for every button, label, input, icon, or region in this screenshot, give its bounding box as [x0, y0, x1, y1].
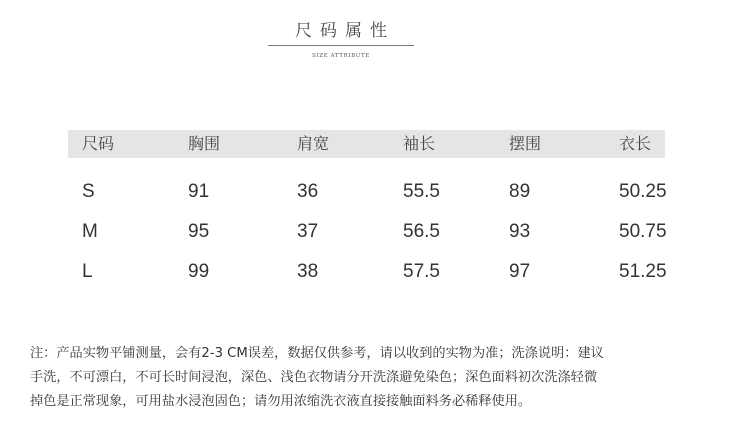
table-row: [68, 172, 665, 212]
header-shoulder: 肩宽: [297, 134, 330, 153]
chest-cell: 91: [188, 181, 210, 202]
note-line: 注：产品实物平铺测量，会有2-3 CM误差，数据仅供参考，请以收到的实物为准；洗涤说明：建议: [30, 346, 604, 361]
shoulder-cell: 36: [297, 181, 319, 202]
shoulder-cell: 37: [297, 221, 319, 242]
table-row: [68, 212, 665, 252]
header-hem: 摆围: [509, 134, 542, 153]
page-subtitle: SIZE ATTRIBUTE: [312, 53, 370, 59]
table-row: [68, 252, 665, 292]
care-note: [30, 342, 720, 414]
sleeve-cell: 57.5: [403, 261, 440, 282]
page-title: 尺码属性: [295, 21, 395, 41]
header-sleeve: 袖长: [403, 134, 436, 153]
length-cell: 50.75: [619, 221, 667, 242]
size-cell: L: [82, 261, 93, 282]
size-cell: S: [82, 181, 95, 202]
note-line: 手洗，不可漂白，不可长时间浸泡，深色、浅色衣物请分开洗涤避免染色；深色面料初次洗涤轻微: [30, 370, 598, 385]
length-cell: 51.25: [619, 261, 667, 282]
header-size: 尺码: [82, 134, 115, 153]
hem-cell: 93: [509, 221, 531, 242]
table-header-row: [68, 130, 665, 158]
table-body: [68, 172, 665, 292]
header-length: 衣长: [619, 134, 652, 153]
chest-cell: 99: [188, 261, 210, 282]
hem-cell: 89: [509, 181, 531, 202]
sleeve-cell: 55.5: [403, 181, 440, 202]
size-table: [68, 130, 667, 282]
length-cell: 50.25: [619, 181, 667, 202]
shoulder-cell: 38: [297, 261, 319, 282]
title-divider: [268, 45, 414, 46]
page-title-block: [268, 18, 414, 59]
hem-cell: 97: [509, 261, 531, 282]
size-cell: M: [82, 221, 98, 242]
header-chest: 胸围: [188, 134, 221, 153]
chest-cell: 95: [188, 221, 210, 242]
note-line: 掉色是正常现象，可用盐水浸泡固色；请勿用浓缩洗衣液直接接触面料务必稀释使用。: [30, 394, 532, 409]
sleeve-cell: 56.5: [403, 221, 440, 242]
